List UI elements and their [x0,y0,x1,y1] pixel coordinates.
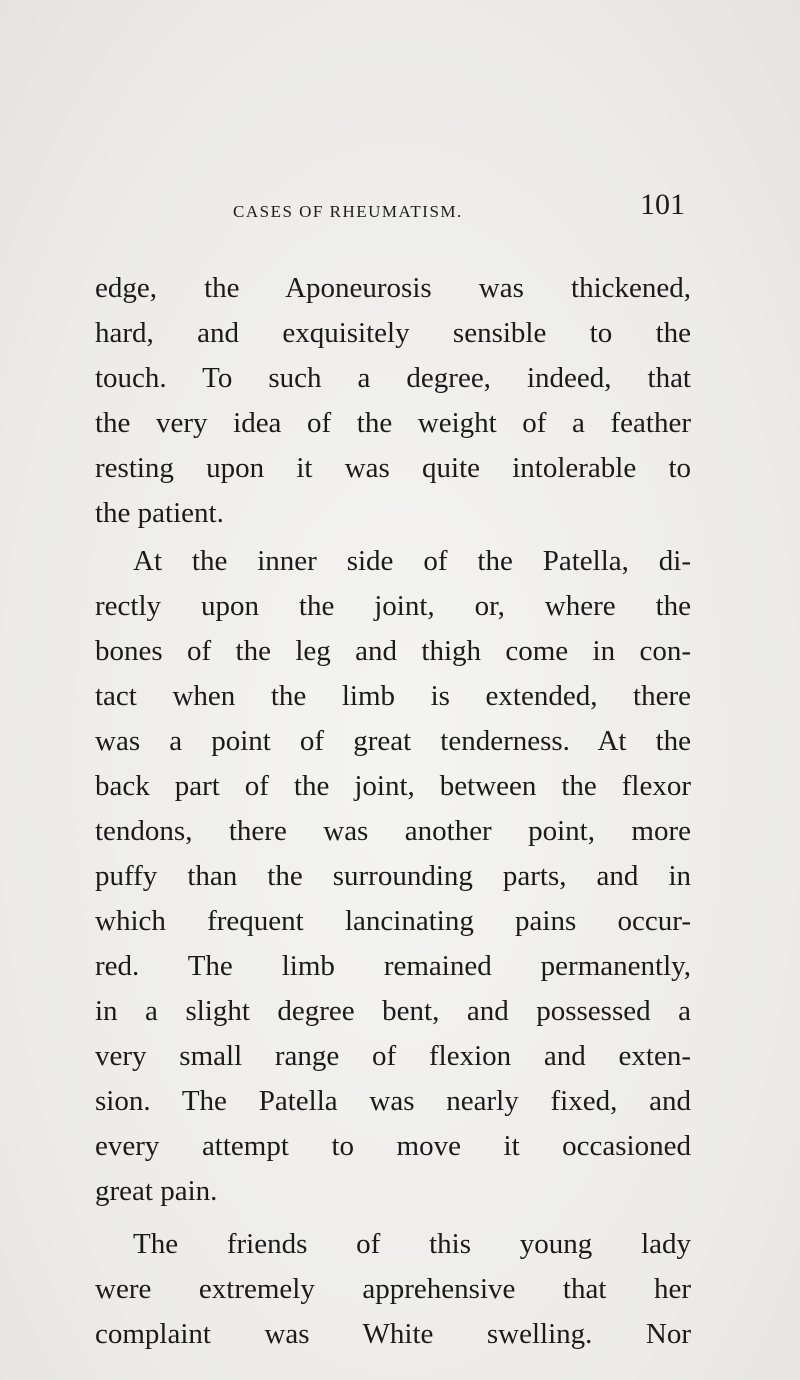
text-line: The friends of this young lady [133,1228,691,1260]
text-line: tact when the limb is extended, there [95,680,691,712]
text-line: hard, and exquisitely sensible to the [95,317,691,349]
text-line: the patient. [95,497,224,529]
text-line: was a point of great tenderness. At the [95,725,691,757]
text-line: sion. The Patella was nearly fixed, and [95,1085,691,1117]
text-line: very small range of flexion and exten- [95,1040,691,1072]
page-number: 101 [640,188,685,221]
text-line: bones of the leg and thigh come in con- [95,635,691,667]
running-head: CASES OF RHEUMATISM. [233,202,463,221]
paragraph [95,1222,691,1357]
text-line: tendons, there was another point, more [95,815,691,847]
text-line: At the inner side of the Patella, di- [133,545,691,577]
text-line: the very idea of the weight of a feather [95,407,691,439]
text-line: which frequent lancinating pains occur- [95,905,691,937]
text-line: rectly upon the joint, or, where the [95,590,691,622]
text-line: in a slight degree bent, and possessed a [95,995,691,1027]
text-line: edge, the Aponeurosis was thickened, [95,272,691,304]
text-line: back part of the joint, between the flexor [95,770,691,802]
text-line: were extremely apprehensive that her [95,1273,691,1305]
text-line: touch. To such a degree, indeed, that [95,362,691,394]
text-line: puffy than the surrounding parts, and in [95,860,691,892]
text-line: resting upon it was quite intolerable to [95,452,691,484]
body-text [95,266,691,1357]
text-line: great pain. [95,1175,218,1207]
text-line: red. The limb remained permanently, [95,950,691,982]
text-line: complaint was White swelling. Nor [95,1318,691,1350]
text-line: every attempt to move it occasioned [95,1130,691,1162]
page-header [95,188,695,228]
paragraph [95,539,691,1214]
paragraph [95,266,691,536]
